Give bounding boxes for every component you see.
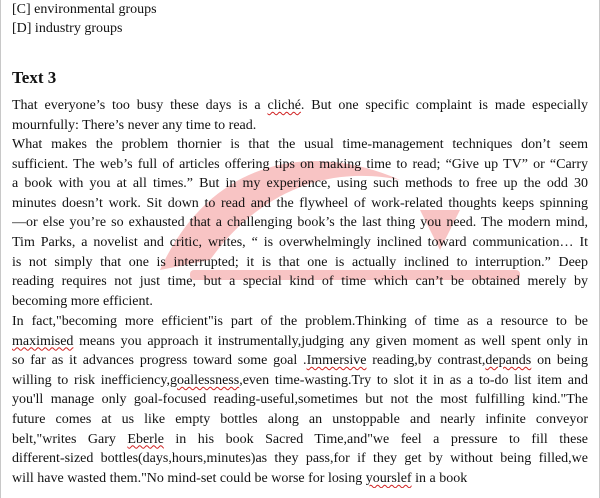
text-line <box>12 351 588 371</box>
text-run: sufficient. The web’s full of articles offering tips on making time to read; “Give up TV” or “Carry <box>12 156 588 172</box>
spellcheck-word: maximised <box>12 333 74 349</box>
paragraph-1 <box>12 96 588 135</box>
text-line <box>12 332 588 352</box>
text-line <box>12 155 588 175</box>
text-run: different-sized bottles(days,hours,minutes)as they pass,for if they get by without being filled,we <box>12 451 588 467</box>
text-run: a book with you at all times.” But in my experience, using such methods to free up the odd 30 <box>12 176 588 192</box>
text-line <box>12 135 588 155</box>
text-run: is not simply that one is interrupted; it is that one is actually inclined to interruption.” Deep <box>12 254 588 270</box>
spellcheck-word: yourslef <box>365 470 412 486</box>
text-line <box>12 272 588 292</box>
text-run: future comes at us like empty bottles along an unstoppable and nearly infinite conveyor <box>12 411 588 427</box>
spellcheck-word: Immersive <box>306 353 367 369</box>
spellcheck-word: depands <box>485 353 532 369</box>
text-run: . But one specific complaint is made especially <box>300 98 588 113</box>
text-run: ,even time-wasting.Try to slot it in as a to-do list item and <box>239 372 588 388</box>
text-run: What makes the problem thornier is that the usual time-management techniques don’t seem <box>12 137 588 152</box>
text-run: belt,"writes Gary <box>12 431 128 447</box>
paragraph-3 <box>12 312 588 488</box>
text-line <box>12 174 588 194</box>
text-run: Tim Parks, a novelist and critic, writes, “ is overwhelmingly inclined toward communication… It <box>12 234 588 250</box>
text-line <box>12 253 588 273</box>
text-line <box>12 410 588 430</box>
text-line <box>12 213 588 233</box>
text-line <box>12 390 588 410</box>
text-run: That everyone’s too busy these days is a <box>12 98 268 113</box>
text-line <box>12 449 588 469</box>
text-run: on being <box>531 353 588 369</box>
spellcheck-word: goallessness <box>169 372 240 388</box>
option-c: [C] environmental groups <box>12 2 157 17</box>
section-heading: Text 3 <box>12 68 57 87</box>
text-run: becoming more efficient. <box>12 293 153 309</box>
text-line <box>12 194 588 214</box>
text-run: willing to risk inefficiency, <box>12 372 170 388</box>
option-d: [D] industry groups <box>12 21 123 36</box>
spellcheck-word: cliché <box>267 98 301 113</box>
text-line <box>12 430 588 450</box>
text-run: reading,by contrast, <box>366 353 486 369</box>
text-run: In fact,"becoming more efficient"is part of the problem.Thinking of time as a resource to be <box>12 314 588 329</box>
text-run: in a book <box>411 470 468 486</box>
text-line <box>12 312 588 332</box>
text-run: mournfully: There’s never any time to read. <box>12 117 257 133</box>
text-run: so far as it advances progress toward some goal . <box>12 353 307 369</box>
text-line <box>12 96 588 116</box>
text-line <box>12 233 588 253</box>
text-line <box>12 116 588 136</box>
spellcheck-word: Eberle <box>127 431 164 447</box>
text-run: in his book Sacred Time,and"we feel a pressure to fill these <box>163 431 588 447</box>
text-run: minutes doesn’t work. Sit down to read and the flywheel of work-related thoughts keeps spinning <box>12 195 588 211</box>
paragraph-2 <box>12 135 588 311</box>
text-line <box>12 371 588 391</box>
text-run: means you approach it instrumentally,judging any given moment as well spent only in <box>73 333 588 349</box>
text-line <box>12 469 588 489</box>
text-run: you'll manage only goal-focused reading-useful,sometimes but not the most fulfilling kind."The <box>12 392 588 408</box>
text-run: will have wasted them."No mind-set could be worse for losing <box>12 470 366 486</box>
text-line <box>12 292 588 312</box>
text-run: reading requires not just time, but a special kind of time which can’t be obtained merely by <box>12 274 588 290</box>
text-run: —or else you’re so exhausted that a challenging book’s the last thing you need. The modern mind, <box>12 215 588 231</box>
